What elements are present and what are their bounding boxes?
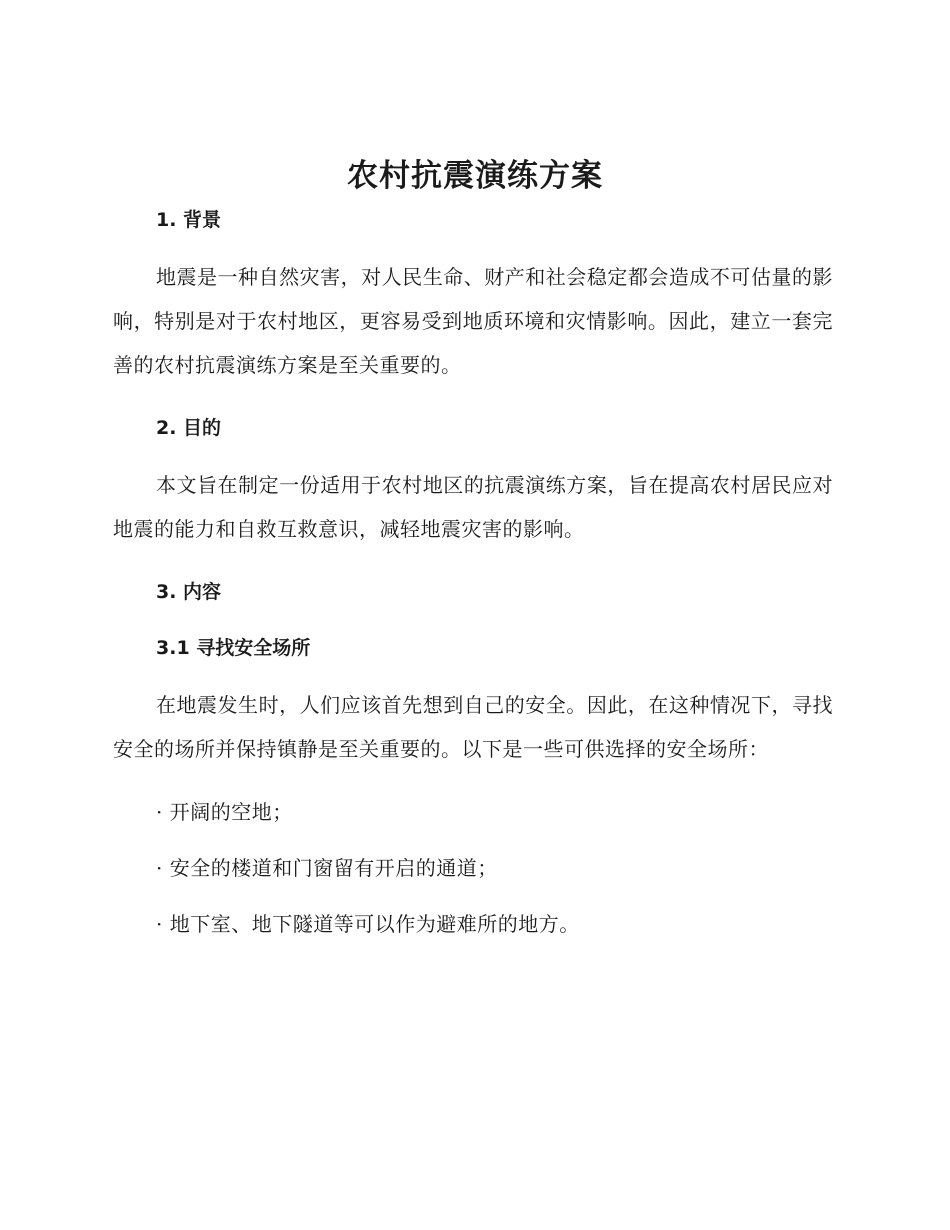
list-item: · 安全的楼道和门窗留有开启的通道； [156,856,498,880]
list-item: · 开阔的空地； [156,800,293,824]
section-heading-content: 3. 内容 [156,581,222,603]
section-paragraph-background: 地震是一种自然灾害，对人民生命、财产和社会稳定都会造成不可估量的影响，特别是对于农村地区，更容易受到地质环境和灾情影响。因此，建立一套完善的农村抗震演练方案是至关重要的。 [113,265,833,377]
section-heading-purpose: 2. 目的 [156,417,222,439]
document-body [113,205,833,939]
document-title: 农村抗震演练方案 [347,158,603,194]
section-heading-background: 1. 背景 [156,209,222,231]
subsection-heading-safe-places: 3.1 寻找安全场所 [156,637,311,659]
subsection-paragraph-safe-places: 在地震发生时，人们应该首先想到自己的安全。因此，在这种情况下，寻找安全的场所并保持镇静是至关重要的。以下是一些可供选择的安全场所： [113,693,833,761]
section-paragraph-purpose: 本文旨在制定一份适用于农村地区的抗震演练方案，旨在提高农村居民应对地震的能力和自救互救意识，减轻地震灾害的影响。 [113,473,833,541]
list-item: · 地下室、地下隧道等可以作为避难所的地方。 [156,912,580,936]
